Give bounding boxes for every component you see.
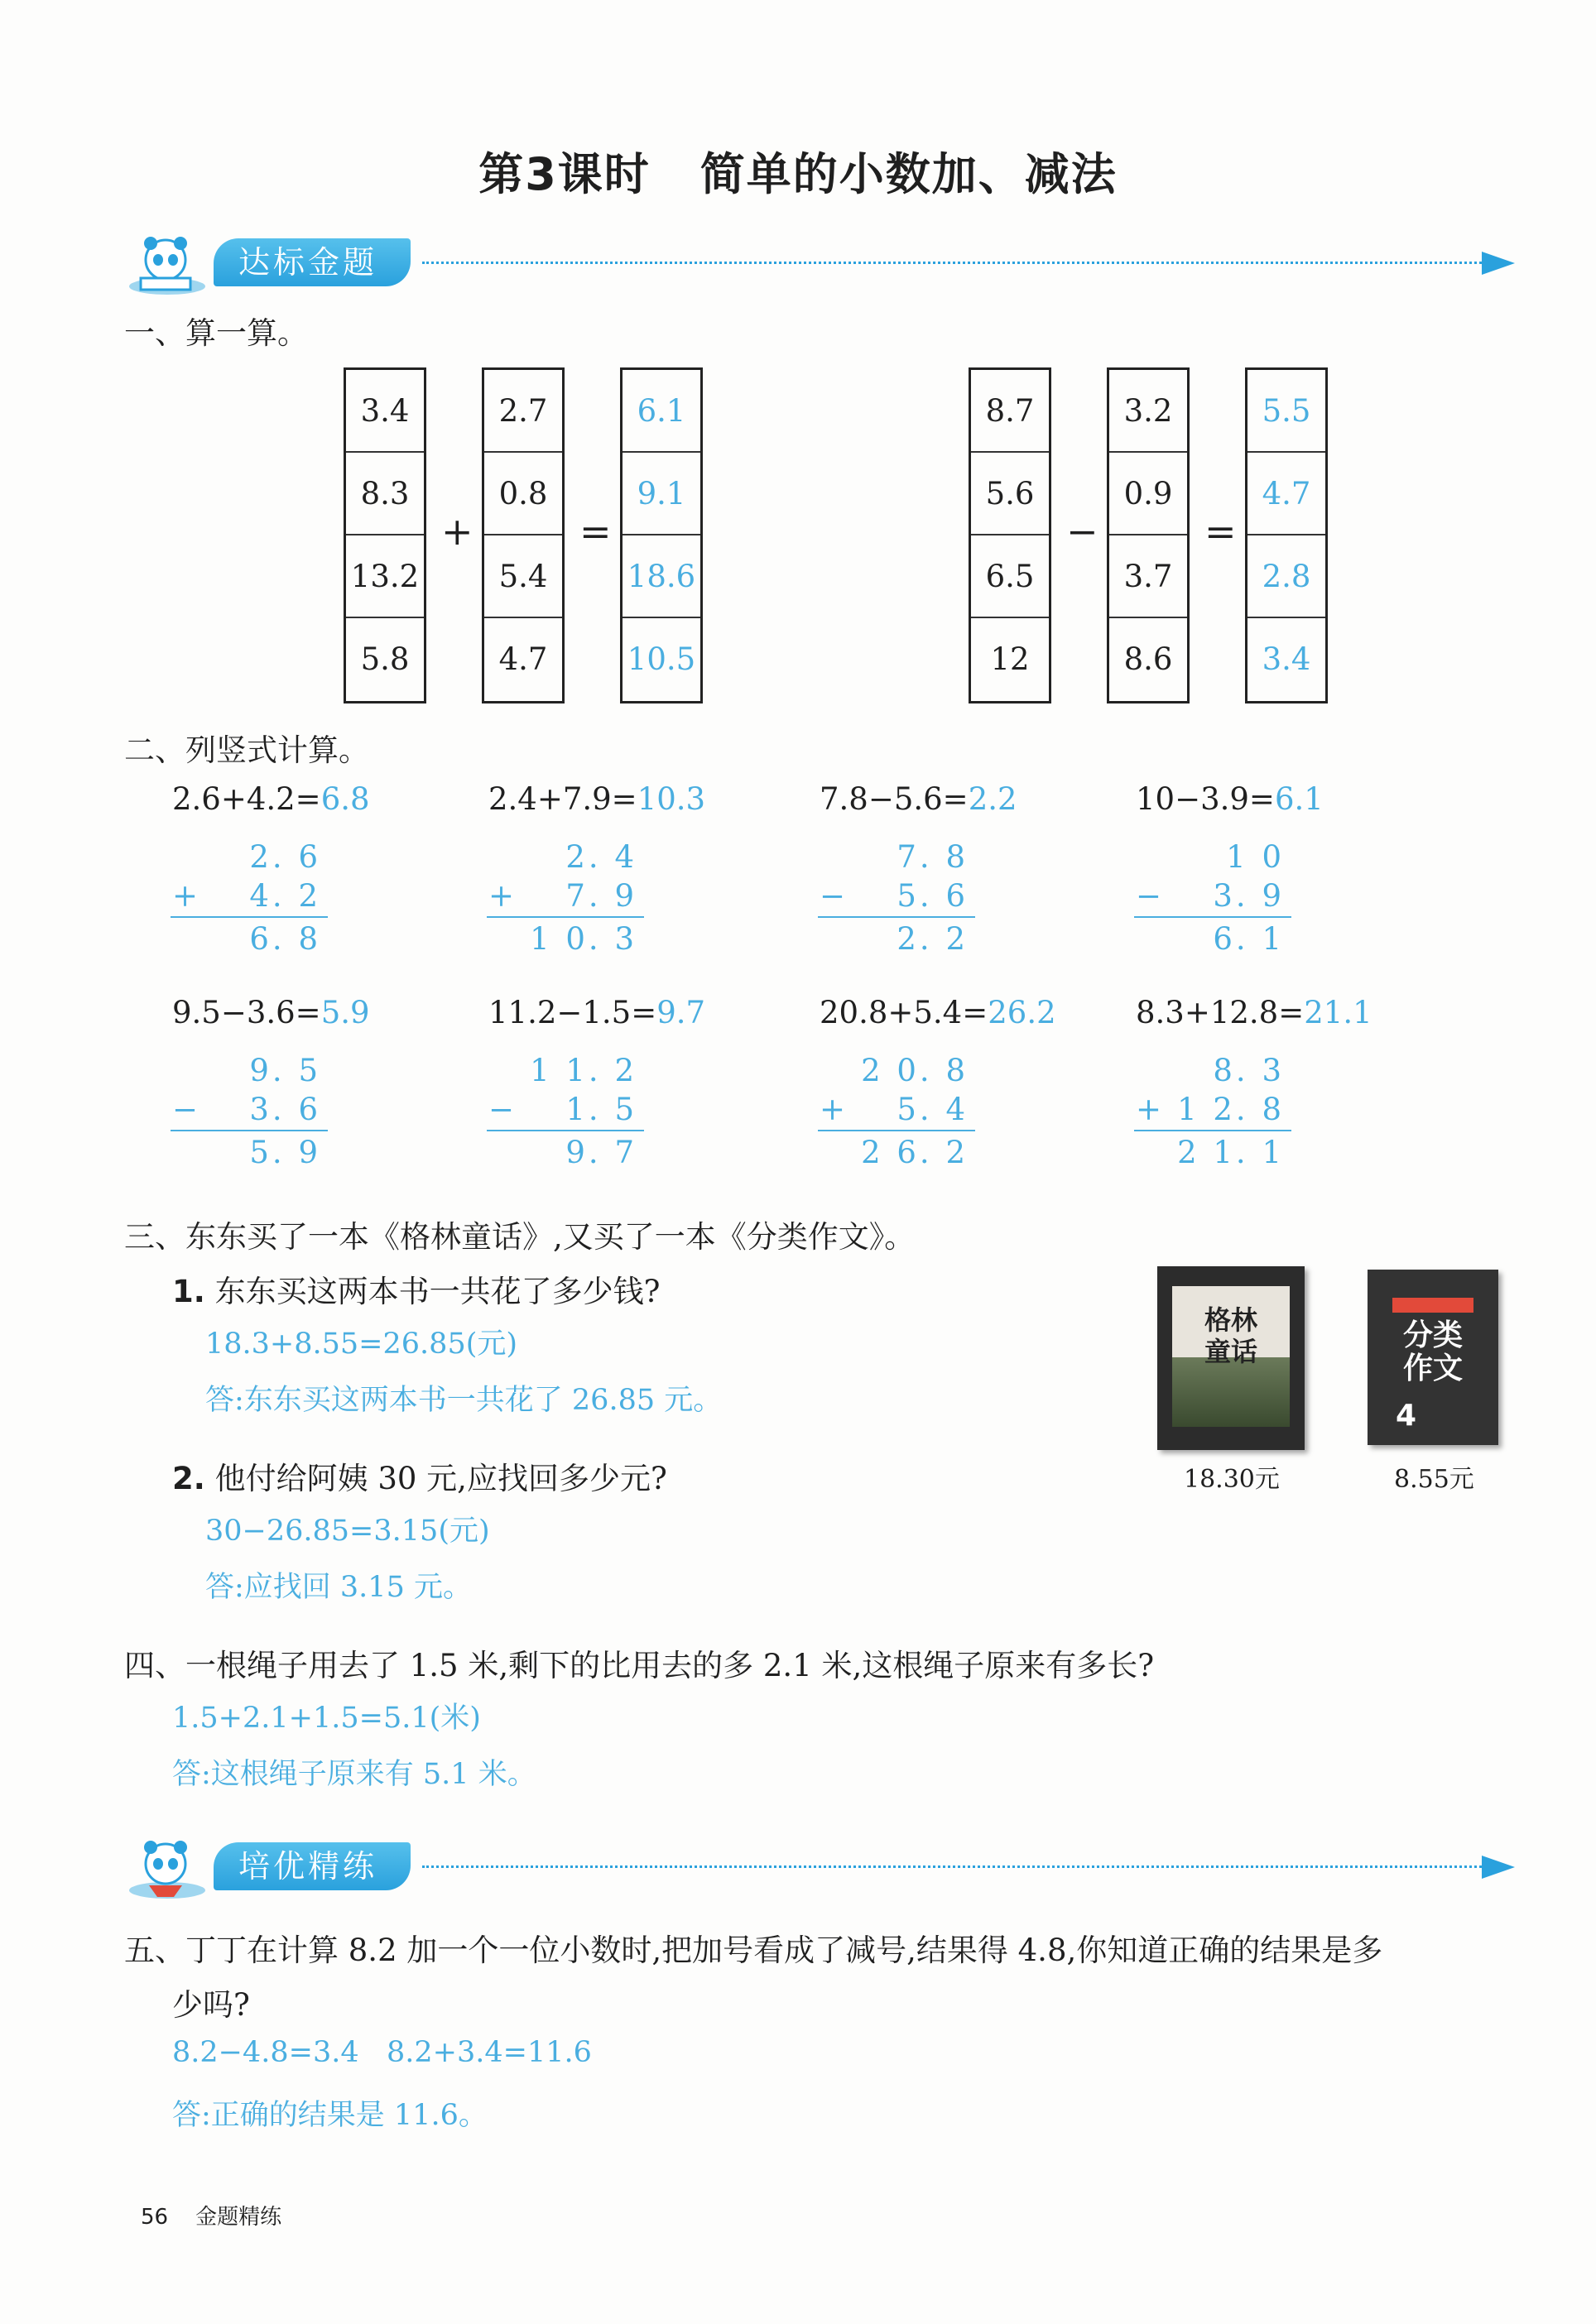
arrow-icon xyxy=(1482,252,1515,275)
q4-answer: 答:这根绳子原来有 5.1 米。 xyxy=(172,1758,536,1791)
expression-answer: 9.7 xyxy=(656,995,706,1030)
cover-title xyxy=(1368,1319,1498,1385)
expression-answer: 6.1 xyxy=(1274,781,1324,817)
expression: 11.2−1.5= xyxy=(488,995,657,1030)
vc-top: 2. 6 xyxy=(249,839,321,875)
book-grimm-cover xyxy=(1157,1266,1305,1450)
cell: 3.4 xyxy=(346,370,424,453)
q5-work: 8.2−4.8=3.4 8.2+3.4=11.6 xyxy=(172,2036,592,2069)
vc-sign: + xyxy=(1136,1092,1166,1127)
expression: 2.4+7.9= xyxy=(488,781,637,817)
answer-cell: 10.5 xyxy=(627,641,696,677)
q1-add-col-result xyxy=(620,367,703,703)
cell: 5.6 xyxy=(971,453,1049,535)
sub-number: 2. xyxy=(172,1461,205,1496)
vc-sign: + xyxy=(820,1092,849,1127)
vc-sign: − xyxy=(488,1092,518,1127)
cell: 3.7 xyxy=(1109,535,1187,618)
q5-label-line2: 少吗? xyxy=(172,1987,250,2023)
cover-title-line: 作文 xyxy=(1402,1352,1463,1385)
q1-sub-col-result xyxy=(1245,367,1328,703)
vc-top: 1 0 xyxy=(1226,839,1285,875)
expression-answer: 26.2 xyxy=(988,995,1056,1030)
q2-expression xyxy=(172,781,370,817)
cover-title-line: 分类 xyxy=(1402,1318,1463,1352)
q2-expression xyxy=(1136,781,1324,817)
vc-bottom: 1 2. 8 xyxy=(1177,1092,1285,1127)
answer-cell: 6.1 xyxy=(623,370,700,453)
cell: 6.5 xyxy=(971,535,1049,618)
vc-sign: − xyxy=(820,878,849,914)
vc-bottom: 1. 5 xyxy=(565,1092,637,1127)
vc-bottom: 7. 9 xyxy=(565,878,637,914)
q1-sub-col-b xyxy=(1107,367,1190,703)
cell: 5.4 xyxy=(484,535,562,618)
q4-work: 1.5+2.1+1.5=5.1(米) xyxy=(172,1702,481,1735)
vc-rule xyxy=(1134,1130,1291,1131)
section-label: 培优精练 xyxy=(214,1842,411,1890)
q2-expression xyxy=(172,995,370,1030)
sub-text: 东东买这两本书一共花了多少钱? xyxy=(214,1274,661,1309)
expression: 20.8+5.4= xyxy=(820,995,988,1030)
expression: 9.5−3.6= xyxy=(172,995,321,1030)
lesson-topic: 简单的小数加、减法 xyxy=(699,148,1118,200)
q2-expression xyxy=(820,995,1056,1030)
vc-bottom: 3. 6 xyxy=(249,1092,321,1127)
panda-mascot-icon xyxy=(124,232,224,298)
vc-top: 9. 5 xyxy=(249,1053,321,1088)
vertical-calc xyxy=(1134,838,1291,958)
vc-rule xyxy=(818,1130,975,1131)
vc-bottom: 3. 9 xyxy=(1213,878,1285,914)
minus-operator: − xyxy=(1066,509,1098,554)
sub-text: 他付给阿姨 30 元,应找回多少元? xyxy=(214,1461,667,1496)
q1-label: 一、算一算。 xyxy=(124,315,308,351)
cover-illustration xyxy=(1172,1357,1290,1427)
vc-top: 8. 3 xyxy=(1213,1053,1285,1088)
sub-number: 1. xyxy=(172,1274,205,1309)
q3-sub1-answer: 答:东东买这两本书一共花了 26.85 元。 xyxy=(205,1384,723,1417)
dotted-divider xyxy=(422,1865,1482,1868)
vc-sign: + xyxy=(488,878,518,914)
cell: 2.7 xyxy=(484,370,562,453)
expression-answer: 10.3 xyxy=(637,781,706,817)
vertical-calc xyxy=(171,1051,328,1172)
vc-sign: − xyxy=(172,1092,202,1127)
vc-top: 2. 4 xyxy=(565,839,637,875)
answer-cell: 4.7 xyxy=(1247,453,1325,535)
expression: 7.8−5.6= xyxy=(820,781,969,817)
vc-top: 2 0. 8 xyxy=(861,1053,969,1088)
q2-expression xyxy=(820,781,1017,817)
cell: 3.2 xyxy=(1109,370,1187,453)
vertical-calc xyxy=(487,1051,644,1172)
expression: 10−3.9= xyxy=(1136,781,1275,817)
vertical-calc xyxy=(1134,1051,1291,1172)
vc-top: 7. 8 xyxy=(897,839,969,875)
q1-add-col-a xyxy=(344,367,426,703)
expression-answer: 21.1 xyxy=(1304,995,1372,1030)
vc-result: 2. 2 xyxy=(897,921,969,957)
cell: 0.9 xyxy=(1109,453,1187,535)
cell: 12 xyxy=(990,641,1030,677)
page-number: 56 xyxy=(141,2205,169,2230)
answer-cell: 3.4 xyxy=(1262,641,1311,677)
q2-expression xyxy=(1136,995,1372,1030)
book-composition-cover xyxy=(1368,1270,1498,1445)
cell: 0.8 xyxy=(484,453,562,535)
cell: 8.6 xyxy=(1123,641,1173,677)
equals-operator: = xyxy=(1204,509,1237,554)
expression: 8.3+12.8= xyxy=(1136,995,1305,1030)
section-header-advanced xyxy=(124,1836,1515,1902)
cover-title-line: 格林 xyxy=(1204,1304,1257,1336)
cell: 8.7 xyxy=(971,370,1049,453)
vc-rule xyxy=(487,1130,644,1131)
cover-grade: 4 xyxy=(1396,1399,1417,1433)
vc-rule xyxy=(1134,916,1291,918)
vc-result: 1 0. 3 xyxy=(530,921,637,957)
book2-price: 8.55元 xyxy=(1394,1465,1474,1494)
vc-bottom: 5. 4 xyxy=(897,1092,969,1127)
q3-sub1-work: 18.3+8.55=26.85(元) xyxy=(205,1328,518,1361)
q3-label: 三、东东买了一本《格林童话》,又买了一本《分类作文》。 xyxy=(124,1219,916,1255)
answer-cell: 2.8 xyxy=(1247,535,1325,618)
vc-rule xyxy=(818,916,975,918)
q1-sub-col-a xyxy=(969,367,1051,703)
book-name: 金题精练 xyxy=(195,2205,282,2230)
expression-answer: 2.2 xyxy=(968,781,1017,817)
arrow-icon xyxy=(1482,1856,1515,1879)
expression-answer: 6.8 xyxy=(320,781,370,817)
q2-expression xyxy=(488,995,705,1030)
cell: 8.3 xyxy=(346,453,424,535)
lesson-number: 第3课时 xyxy=(478,148,651,200)
vertical-calc xyxy=(487,838,644,958)
vc-result: 2 6. 2 xyxy=(861,1135,969,1170)
page-footer xyxy=(141,2200,281,2230)
vertical-calc xyxy=(818,838,975,958)
q5-label-line1: 五、丁丁在计算 8.2 加一个一位小数时,把加号看成了减号,结果得 4.8,你知道正确的结果是多 xyxy=(124,1933,1383,1968)
vertical-calc xyxy=(818,1051,975,1172)
vc-result: 6. 1 xyxy=(1213,921,1285,957)
book1-price: 18.30元 xyxy=(1184,1465,1280,1494)
plus-operator: + xyxy=(441,509,474,554)
vc-top: 1 1. 2 xyxy=(530,1053,637,1088)
vc-rule xyxy=(171,1130,328,1131)
answer-cell: 5.5 xyxy=(1247,370,1325,453)
section-header-basic xyxy=(124,232,1515,298)
cover-title-line: 童话 xyxy=(1204,1336,1257,1367)
expression-answer: 5.9 xyxy=(320,995,370,1030)
q2-expression xyxy=(488,781,705,817)
vc-bottom: 5. 6 xyxy=(897,878,969,914)
page-title xyxy=(0,139,1596,203)
vc-bottom: 4. 2 xyxy=(249,878,321,914)
cover-banner xyxy=(1392,1298,1473,1313)
vc-result: 5. 9 xyxy=(249,1135,321,1170)
expression: 2.6+4.2= xyxy=(172,781,321,817)
cell: 4.7 xyxy=(498,641,548,677)
vc-sign: + xyxy=(172,878,202,914)
q3-sub1 xyxy=(172,1266,660,1311)
q1-add-col-b xyxy=(482,367,565,703)
q3-sub2 xyxy=(172,1453,667,1498)
vertical-calc xyxy=(171,838,328,958)
answer-cell: 9.1 xyxy=(623,453,700,535)
vc-result: 9. 7 xyxy=(565,1135,637,1170)
q4-label: 四、一根绳子用去了 1.5 米,剩下的比用去的多 2.1 米,这根绳子原来有多长? xyxy=(124,1648,1155,1683)
section-label: 达标金题 xyxy=(214,238,411,286)
cell: 5.8 xyxy=(360,641,410,677)
vc-rule xyxy=(487,916,644,918)
q2-label: 二、列竖式计算。 xyxy=(124,732,369,768)
q3-sub2-answer: 答:应找回 3.15 元。 xyxy=(205,1571,472,1604)
q3-sub2-work: 30−26.85=3.15(元) xyxy=(205,1515,490,1548)
equals-operator: = xyxy=(579,509,612,554)
q5-answer: 答:正确的结果是 11.6。 xyxy=(172,2099,488,2132)
panda-mascot-icon xyxy=(124,1836,224,1902)
cover-title xyxy=(1157,1304,1305,1367)
vc-rule xyxy=(171,916,328,918)
answer-cell: 18.6 xyxy=(623,535,700,618)
vc-result: 2 1. 1 xyxy=(1177,1135,1285,1170)
dotted-divider xyxy=(422,262,1482,264)
vc-sign: − xyxy=(1136,878,1166,914)
vc-result: 6. 8 xyxy=(249,921,321,957)
cell: 13.2 xyxy=(346,535,424,618)
